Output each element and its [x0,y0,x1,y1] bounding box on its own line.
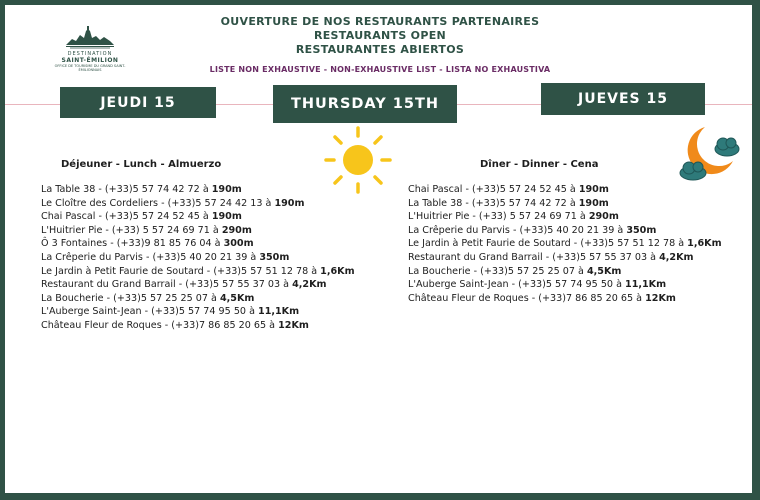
date-english: THURSDAY 15TH [273,85,457,123]
list-item: Le Cloître des Cordeliers - (+33)5 57 24 42 13 à 190m [41,197,305,209]
list-item: La Table 38 - (+33)5 57 74 42 72 à 190m [41,184,242,195]
lunch-title: Déjeuner - Lunch - Almuerzo [61,159,222,170]
list-item: Château Fleur de Roques - (+33)7 86 85 20 65 à 12Km [408,292,676,304]
list-item: Restaurant du Grand Barrail - (+33)5 57 55 37 03 à 4,2Km [41,279,327,291]
list-item: Ô 3 Fontaines - (+33)9 81 85 76 04 à 300m [41,238,254,250]
lunch-list [41,183,421,333]
list-item: La Boucherie - (+33)5 57 25 25 07 à 4,5Km [41,292,255,304]
list-item: L'Auberge Saint-Jean - (+33)5 57 74 95 50 à 11,1Km [41,306,300,318]
date-spanish: JUEVES 15 [541,83,705,115]
moon-cloud-icon [675,123,745,185]
heading-english: RESTAURANTS OPEN [313,29,447,42]
logo-line-1: DESTINATION [67,51,113,57]
heading-spanish: RESTAURANTES ABIERTOS [295,43,465,56]
list-item: Chai Pascal - (+33)5 57 24 52 45 à 190m [41,211,242,223]
list-item: Le Jardin à Petit Faurie de Soutard - (+33)5 57 51 12 78 à 1,6Km [41,265,355,277]
list-item: La Table 38 - (+33)5 57 74 42 72 à 190m [408,197,609,209]
list-item: La Crêperie du Parvis - (+33)5 40 20 21 39 à 350m [41,251,290,263]
heading-french: OUVERTURE DE NOS RESTAURANTS PARTENAIRES [220,15,540,28]
page [5,5,752,493]
logo-line-2: SAINT-ÉMILION [61,57,119,64]
list-item: L'Auberge Saint-Jean - (+33)5 57 74 95 50 à 11,1Km [408,279,667,291]
subtitle-disclaimer: LISTE NON EXHAUSTIVE - NON-EXHAUSTIVE LIST - LISTA NO EXHAUSTIVA [209,65,551,74]
list-item: Le Jardin à Petit Faurie de Soutard - (+33)5 57 51 12 78 à 1,6Km [408,238,722,250]
logo-line-3: OFFICE DE TOURISME DU GRAND SAINT-ÉMILIONNAIS [54,64,126,72]
list-item: L'Huitrier Pie - (+33) 5 57 24 69 71 à 290m [408,211,619,223]
list-item: La Crêperie du Parvis - (+33)5 40 20 21 39 à 350m [408,224,657,236]
date-french: JEUDI 15 [60,87,216,118]
list-item: Restaurant du Grand Barrail - (+33)5 57 55 37 03 à 4,2Km [408,251,694,263]
dinner-title: Dîner - Dinner - Cena [480,159,599,170]
destination-logo [50,25,130,72]
list-item: L'Huitrier Pie - (+33) 5 57 24 69 71 à 290m [41,224,252,236]
dinner-list [408,183,738,305]
list-item: La Boucherie - (+33)5 57 25 25 07 à 4,5Km [408,265,622,277]
list-item: Chai Pascal - (+33)5 57 24 52 45 à 190m [408,184,609,195]
village-logo-icon [64,25,116,49]
list-item: Château Fleur de Roques - (+33)7 86 85 20 65 à 12Km [41,319,309,331]
